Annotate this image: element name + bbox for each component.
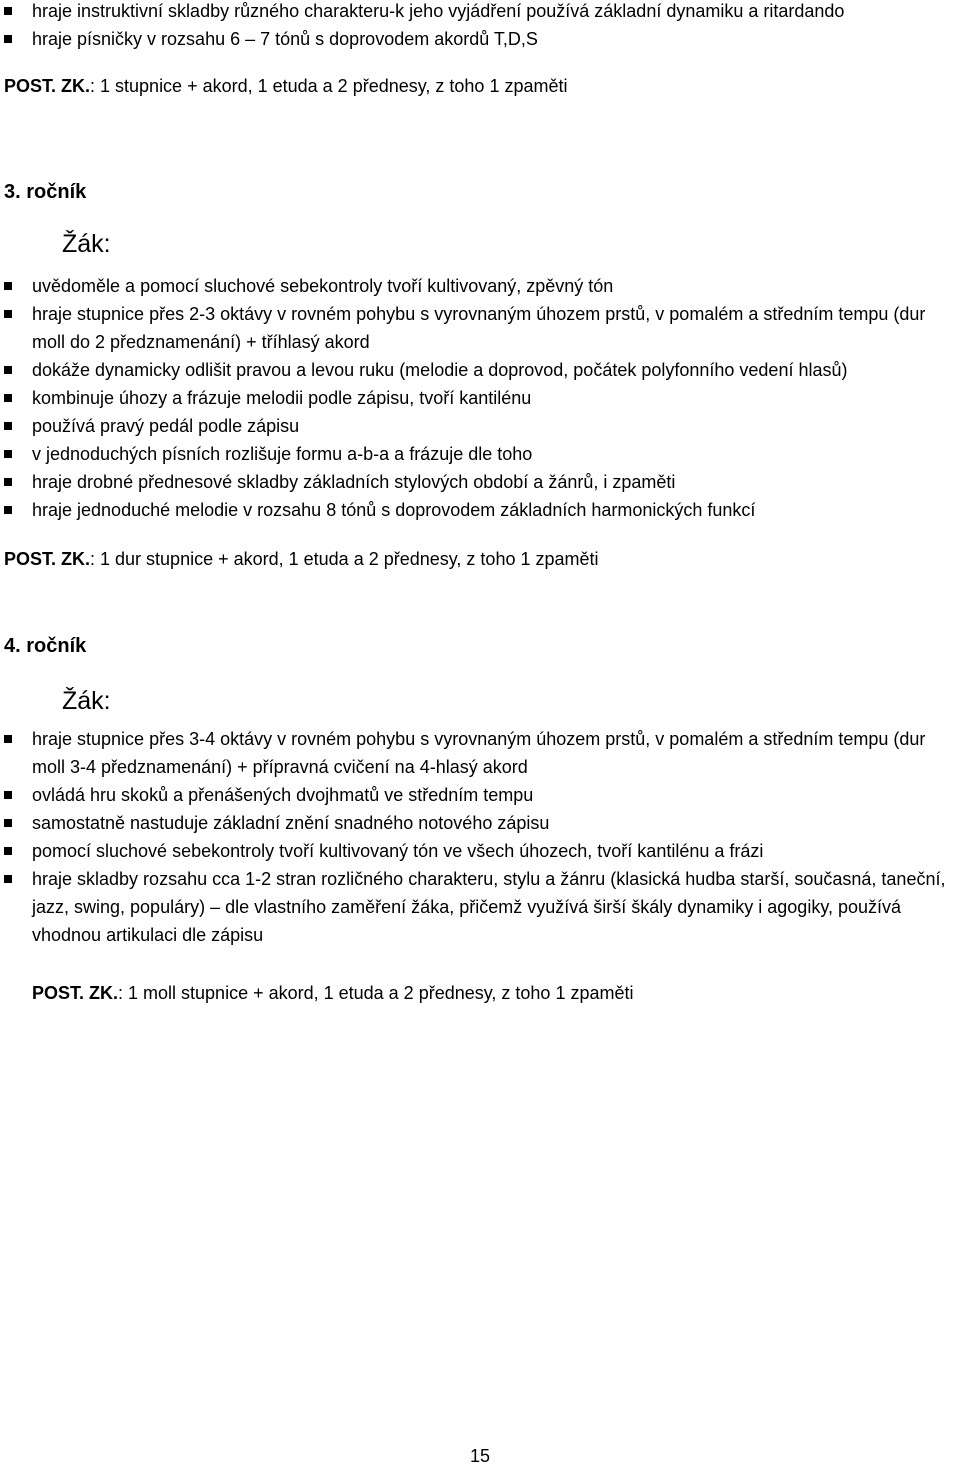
- bullet-icon: [4, 478, 12, 486]
- post-zk-label: POST. ZK.: [4, 549, 91, 569]
- list-item: hraje skladby rozsahu cca 1-2 stran rozličného charakteru, stylu a žánru (klasická hudba starší, současná, taneční, jazz, swing, populáry) – dle vlastního zaměření žáka, přičemž využívá širší škály dynamiky i agogiky, používá vhodnou artikulaci dle zápisu: [0, 865, 960, 949]
- list-item: kombinuje úhozy a frázuje melodii podle zápisu, tvoří kantilénu: [0, 384, 960, 412]
- bullet-icon: [4, 735, 12, 743]
- list-item: používá pravý pedál podle zápisu: [0, 412, 960, 440]
- bullet-icon: [4, 847, 12, 855]
- year4-zak-label: Žák:: [62, 687, 111, 715]
- year3-section: [0, 272, 960, 524]
- bullet-icon: [4, 422, 12, 430]
- list-item: dokáže dynamicky odlišit pravou a levou ruku (melodie a doprovod, počátek polyfonního vedení hlasů): [0, 356, 960, 384]
- year3-post-zk: [4, 545, 599, 573]
- post-zk-text: : 1 stupnice + akord, 1 etuda a 2 přednesy, z toho 1 zpaměti: [90, 76, 568, 96]
- year3-zak-label: Žák:: [62, 230, 111, 258]
- year4-list: [0, 725, 960, 949]
- bullet-icon: [4, 875, 12, 883]
- post-zk-label: POST. ZK.: [4, 76, 91, 96]
- page-number: 15: [469, 1446, 491, 1466]
- year3-heading: 3. ročník: [4, 181, 87, 203]
- bullet-icon: [4, 394, 12, 402]
- list-item: hraje stupnice přes 2-3 oktávy v rovném pohybu s vyrovnaným úhozem prstů, v pomalém a středním tempu (dur moll do 2 předznamenání) + tříhlasý akord: [0, 300, 960, 356]
- list-item: ovládá hru skoků a přenášených dvojhmatů ve středním tempu: [0, 781, 960, 809]
- bullet-icon: [4, 366, 12, 374]
- bullet-icon: [4, 791, 12, 799]
- bullet-icon: [4, 506, 12, 514]
- bullet-icon: [4, 282, 12, 290]
- list-item: hraje jednoduché melodie v rozsahu 8 tónů s doprovodem základních harmonických funkcí: [0, 496, 960, 524]
- year4-post-zk: [32, 979, 634, 1007]
- bullet-icon: [4, 450, 12, 458]
- year4-section: [0, 725, 960, 949]
- intro-post-zk: [4, 72, 567, 100]
- post-zk-text: : 1 dur stupnice + akord, 1 etuda a 2 přednesy, z toho 1 zpaměti: [90, 549, 599, 569]
- post-zk-label: POST. ZK.: [32, 983, 119, 1003]
- intro-list: [0, 0, 960, 53]
- bullet-icon: [4, 7, 12, 15]
- bullet-icon: [4, 819, 12, 827]
- bullet-icon: [4, 35, 12, 43]
- post-zk-text: : 1 moll stupnice + akord, 1 etuda a 2 přednesy, z toho 1 zpaměti: [118, 983, 634, 1003]
- list-item: hraje drobné přednesové skladby základních stylových období a žánrů, i zpaměti: [0, 468, 960, 496]
- list-item: hraje písničky v rozsahu 6 – 7 tónů s doprovodem akordů T,D,S: [0, 25, 960, 53]
- list-item: hraje stupnice přes 3-4 oktávy v rovném pohybu s vyrovnaným úhozem prstů, v pomalém a středním tempu (dur moll 3-4 předznamenání) + přípravná cvičení na 4-hlasý akord: [0, 725, 960, 781]
- year3-list: [0, 272, 960, 524]
- year4-heading: 4. ročník: [4, 635, 87, 657]
- list-item: samostatně nastuduje základní znění snadného notového zápisu: [0, 809, 960, 837]
- list-item: v jednoduchých písních rozlišuje formu a-b-a a frázuje dle toho: [0, 440, 960, 468]
- intro-section: [0, 0, 960, 53]
- list-item: hraje instruktivní skladby různého charakteru-k jeho vyjádření používá základní dynamiku a ritardando: [0, 0, 960, 25]
- list-item: pomocí sluchové sebekontroly tvoří kultivovaný tón ve všech úhozech, tvoří kantilénu a frázi: [0, 837, 960, 865]
- list-item: uvědoměle a pomocí sluchové sebekontroly tvoří kultivovaný, zpěvný tón: [0, 272, 960, 300]
- bullet-icon: [4, 310, 12, 318]
